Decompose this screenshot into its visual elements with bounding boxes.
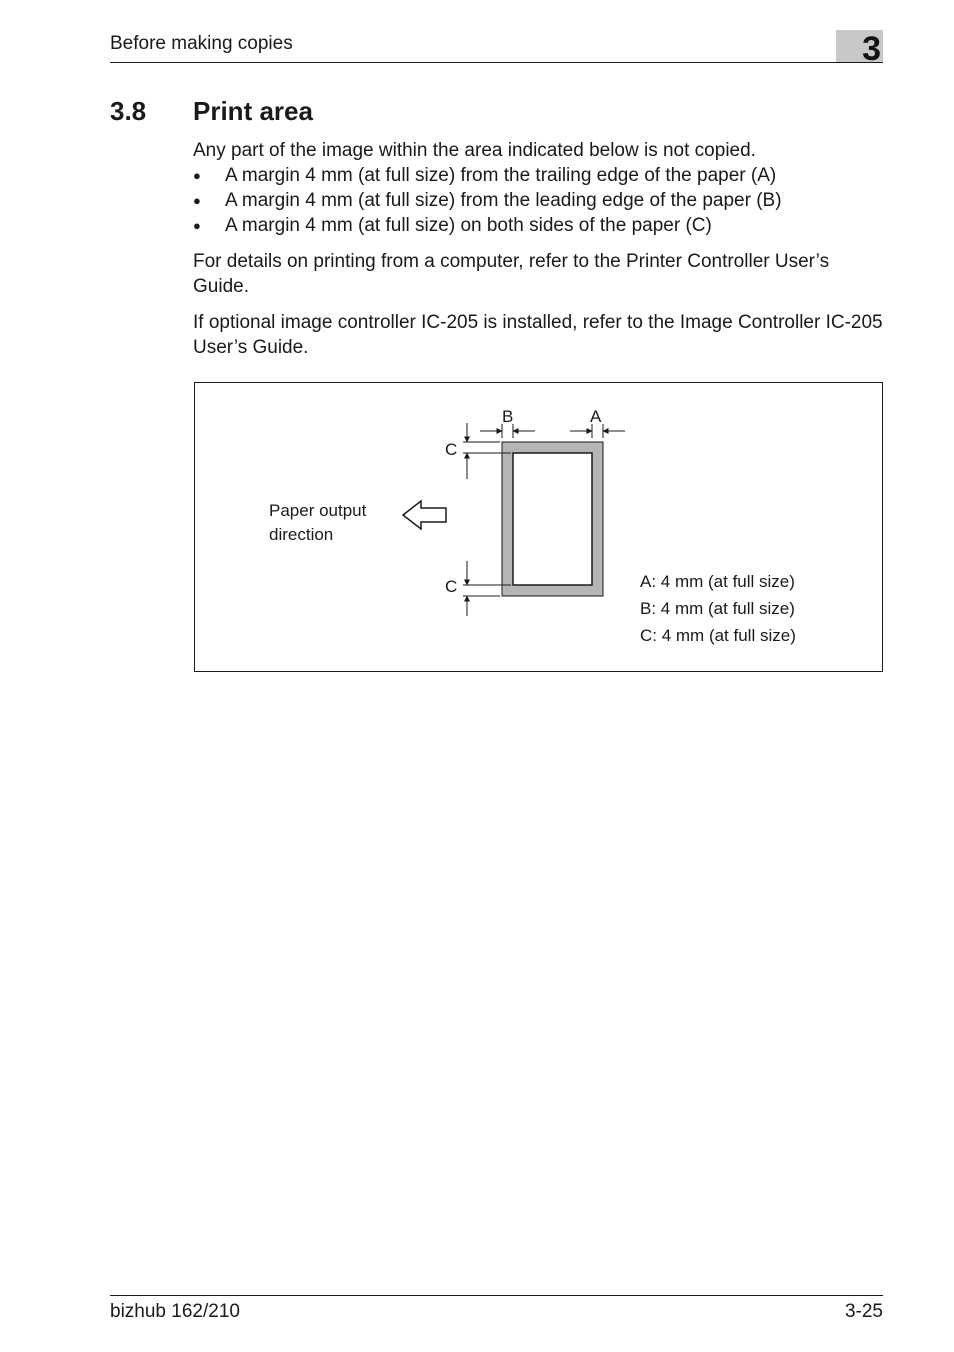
footer-page-number: 3-25	[844, 1301, 883, 1322]
printer-controller-note: For details on printing from a computer, refer to the Printer Controller User’s Guide.	[193, 251, 830, 297]
paper-output-line: Paper output	[269, 501, 367, 520]
legend-item: B: 4 mm (at full size)	[640, 599, 795, 618]
label-c-bottom: C	[445, 577, 458, 596]
paper-output-line: direction	[269, 525, 334, 544]
legend-item: C: 4 mm (at full size)	[640, 626, 796, 645]
legend-item: A: 4 mm (at full size)	[640, 572, 795, 591]
label-c-top: C	[445, 440, 458, 459]
list-item: ● A margin 4 mm (at full size) from the trailing edge of the paper (A)	[193, 163, 888, 188]
paper-output-arrow-icon	[403, 501, 446, 529]
header-divider	[110, 62, 883, 63]
footer-divider	[110, 1295, 883, 1296]
section-number: 3.8	[110, 96, 147, 126]
chapter-number: 3	[862, 30, 881, 68]
print-area-figure	[194, 382, 883, 672]
list-item: ● A margin 4 mm (at full size) on both sides of the paper (C)	[193, 213, 888, 238]
paper-output-label	[269, 499, 366, 547]
list-item: ● A margin 4 mm (at full size) from the leading edge of the paper (B)	[193, 188, 888, 213]
margin-list	[193, 163, 888, 238]
label-b: B	[502, 407, 514, 426]
chapter-tab	[836, 30, 883, 68]
figure-legend	[640, 568, 796, 649]
intro-text: Any part of the image within the area indicated below is not copied.	[193, 140, 756, 161]
section-title: Print area	[193, 96, 313, 126]
header-title: Before making copies	[110, 33, 293, 54]
image-controller-note: If optional image controller IC-205 is installed, refer to the Image Controller IC-205 User’s Guide.	[193, 312, 883, 358]
footer-product: bizhub 162/210	[110, 1301, 240, 1322]
label-a: A	[590, 407, 602, 426]
printable-area	[513, 453, 592, 585]
